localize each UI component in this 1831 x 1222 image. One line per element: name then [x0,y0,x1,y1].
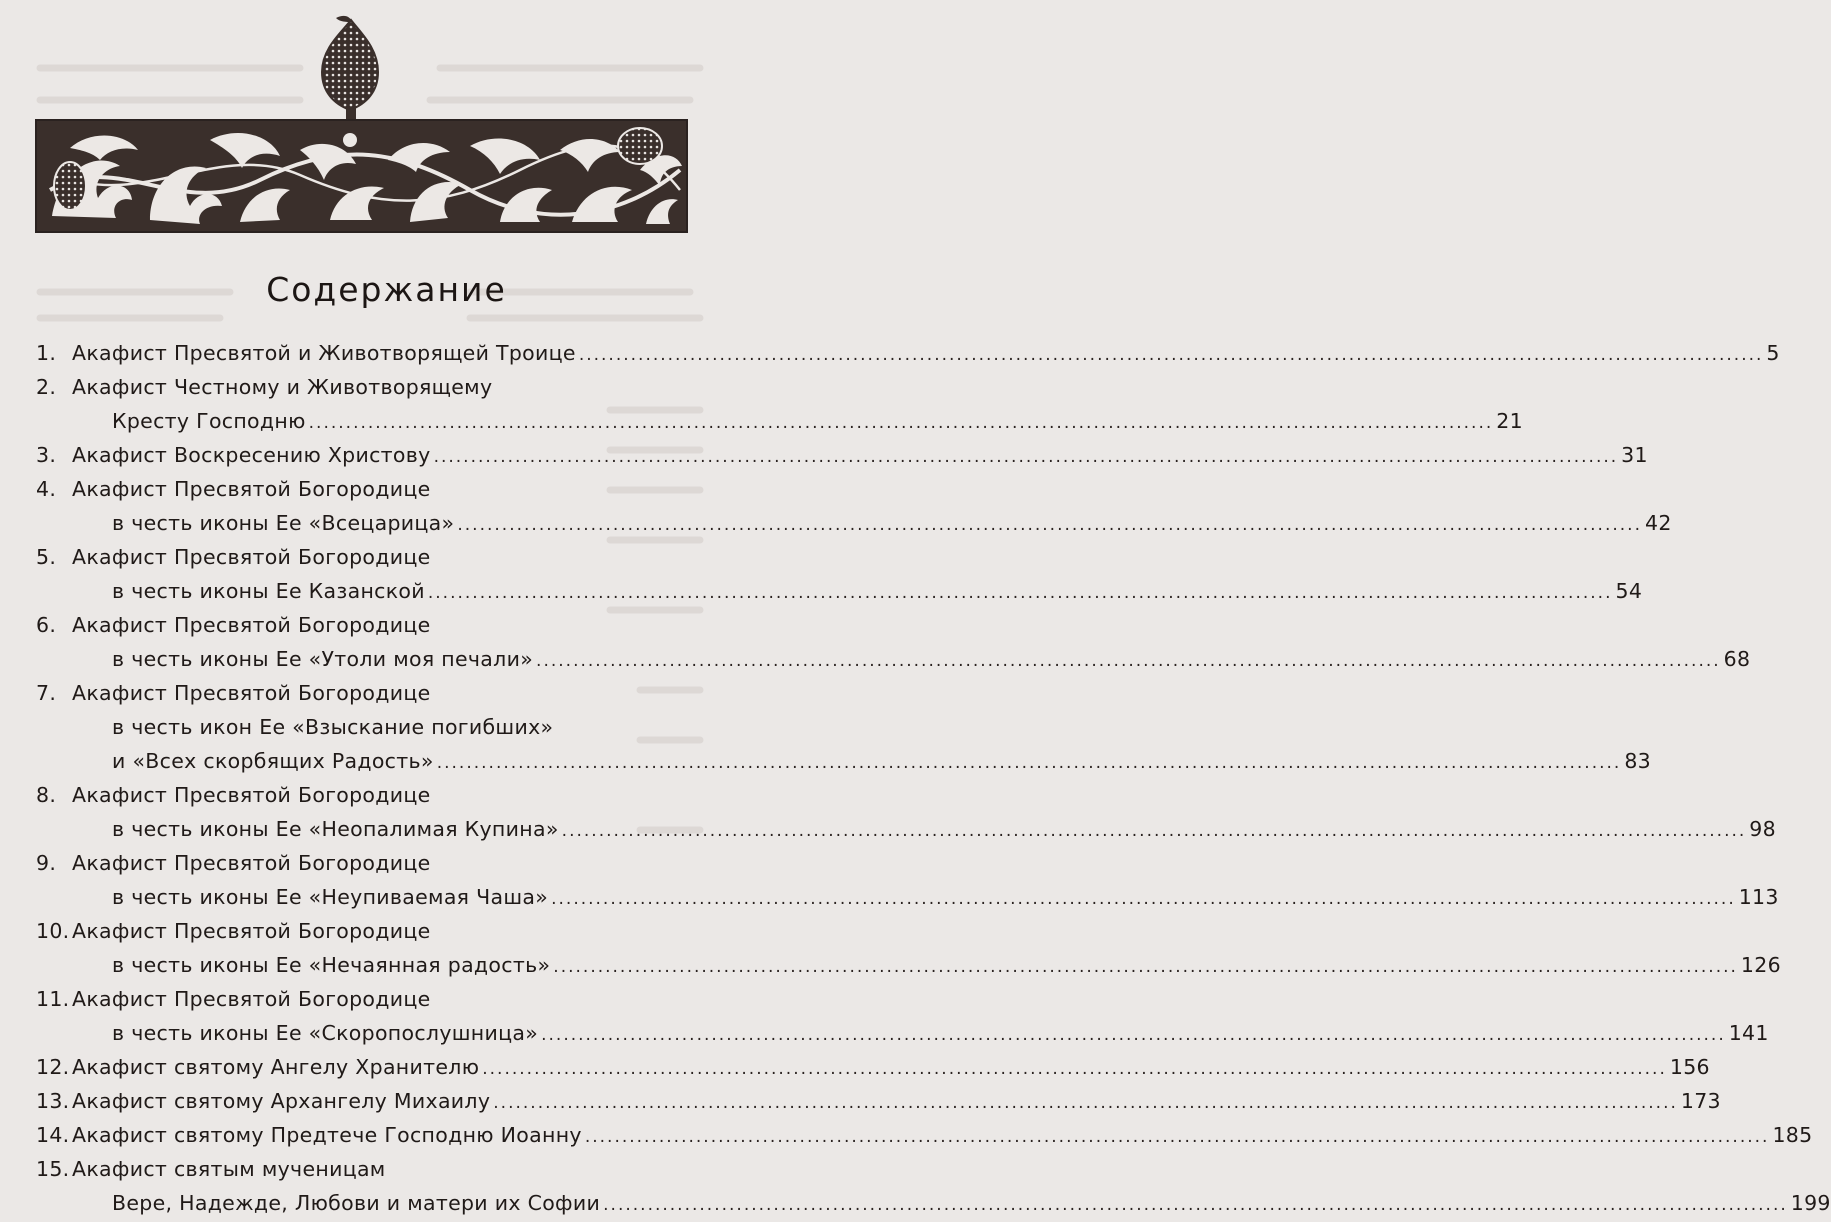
toc-entry-title: в честь иконы Ее «Неопалимая Купина» [112,817,559,841]
toc-page-number: 83 [1624,749,1652,773]
toc-entry-number: 5. [36,545,57,569]
toc-line [36,1016,1769,1050]
toc-entry[interactable] [72,1050,1710,1086]
toc-page-number: 141 [1728,1021,1769,1045]
toc-entry[interactable] [112,744,1652,780]
toc-page-number: 54 [1615,579,1643,603]
toc-line [36,506,1672,540]
toc-line [36,574,1643,608]
toc-entry-number: 3. [36,443,57,467]
toc-entry-title: в честь иконы Ее «Всецарица» [112,511,455,535]
dot-leader: ................................................................................................................................................................ [578,345,1764,365]
toc-entry[interactable] [112,404,1523,440]
dot-leader: ................................................................................................................................................................ [436,753,1622,773]
floral-headpiece-icon [0,0,773,250]
toc-entry-title: Акафист Пресвятой Богородице [72,613,431,637]
toc-entry-title: Акафист святому Предтече Господню Иоанну [72,1123,582,1147]
pinecone-finial-icon [322,16,378,122]
toc-line [36,948,1781,982]
toc-entry-title: в честь иконы Ее Казанской [112,579,425,603]
toc-entry-number: 10. [36,919,70,943]
toc-entry-title: Акафист Пресвятой Богородице [72,919,431,943]
toc-line [36,982,696,1016]
toc-line [36,1186,1831,1220]
toc-page-number: 31 [1621,443,1648,467]
toc-line [36,404,1523,438]
toc-entry-number: 4. [36,477,57,501]
toc-entry-number: 9. [36,851,57,875]
dot-leader: ................................................................................................................................................................ [584,1127,1770,1147]
toc-entry-number: 8. [36,783,57,807]
dot-leader: ................................................................................................................................................................ [561,821,1747,841]
toc-entry-number: 15. [36,1157,70,1181]
toc-entry-title: Акафист Пресвятой Богородице [72,477,431,501]
toc-page-number: 98 [1749,817,1776,841]
toc-entry-number: 7. [36,681,57,705]
toc-entry-title: в честь иконы Ее «Неупиваемая Чаша» [112,885,549,909]
toc-entry-title: Акафист Пресвятой Богородице [72,681,431,705]
toc-entry-number: 12. [36,1055,70,1079]
toc-entry-title: Акафист Честному и Животворящему [72,375,493,399]
toc-entry-number: 11. [36,987,70,1011]
toc-page-number: 126 [1740,953,1781,977]
toc-entry[interactable] [112,812,1776,848]
toc-page-number: 5 [1766,341,1780,365]
toc-entry[interactable] [72,336,1780,372]
toc-line [36,812,1776,846]
toc-page-number: 156 [1669,1055,1710,1079]
toc-page-number: 199 [1790,1191,1831,1215]
toc-entry-title: Акафист святым мученицам [72,1157,386,1181]
toc-entry-title: в честь икон Ее «Взыскание погибших» [112,715,554,739]
toc-entry-number: 2. [36,375,57,399]
toc-entry-title: Акафист святому Ангелу Хранителю [72,1055,480,1079]
toc-entry-number: 6. [36,613,57,637]
toc-entry-number: 13. [36,1089,70,1113]
toc-entry-title: Акафист Воскресению Христову [72,443,431,467]
table-of-contents [36,336,1831,1220]
toc-line [36,744,1652,778]
dot-leader: ................................................................................................................................................................ [433,447,1619,467]
dot-leader: ................................................................................................................................................................ [541,1025,1726,1045]
dot-leader: ................................................................................................................................................................ [603,1195,1788,1215]
dot-leader: ................................................................................................................................................................ [493,1093,1678,1113]
toc-line [36,880,1779,914]
toc-page-number: 113 [1738,885,1779,909]
toc-line [36,540,696,574]
toc-page-number: 185 [1772,1123,1813,1147]
toc-entry-title: Акафист Пресвятой Богородице [72,987,431,1011]
toc-entry[interactable] [112,642,1751,678]
toc-entry[interactable] [72,1084,1721,1120]
toc-entry-number: 1. [36,341,57,365]
toc-entry[interactable] [112,880,1779,916]
toc-entry-title: Акафист Пресвятой Богородице [72,545,431,569]
toc-line [36,778,696,812]
dot-leader: ................................................................................................................................................................ [457,515,1642,535]
toc-entry-title: в честь иконы Ее «Утоли моя печали» [112,647,534,671]
toc-line [36,608,696,642]
toc-entry-title: в честь иконы Ее «Нечаянная радость» [112,953,551,977]
toc-line [36,472,696,506]
toc-entry[interactable] [112,574,1643,610]
toc-line [36,914,696,948]
toc-line [36,1152,696,1186]
toc-line [36,710,696,744]
toc-line [36,642,1751,676]
toc-entry-title: Кресту Господню [112,409,306,433]
toc-page-number: 68 [1723,647,1751,671]
toc-page-number: 42 [1644,511,1672,535]
dot-leader: ................................................................................................................................................................ [308,413,1494,433]
toc-page-number: 173 [1680,1089,1721,1113]
toc-entry-title: в честь иконы Ее «Скоропослушница» [112,1021,539,1045]
dot-leader: ................................................................................................................................................................ [551,889,1736,909]
toc-entry[interactable] [72,438,1648,474]
page-title: Содержание [266,270,507,309]
toc-entry[interactable] [112,1016,1769,1052]
toc-entry[interactable] [112,506,1672,542]
toc-entry-title: Вере, Надежде, Любови и матери их Софии [112,1191,601,1215]
toc-entry-title: и «Всех скорбящих Радость» [112,749,434,773]
toc-page-number: 21 [1496,409,1523,433]
toc-line [36,1050,1710,1084]
toc-entry-title: Акафист святому Архангелу Михаилу [72,1089,491,1113]
toc-line [36,438,1648,472]
toc-line [36,1118,1813,1152]
toc-line [36,1084,1721,1118]
dot-leader: ................................................................................................................................................................ [553,957,1738,977]
toc-entry[interactable] [72,1118,1813,1154]
dot-leader: ................................................................................................................................................................ [427,583,1613,603]
dot-leader: ................................................................................................................................................................ [536,651,1721,671]
toc-entry[interactable] [112,1186,1831,1222]
toc-line [36,846,696,880]
dot-leader: ................................................................................................................................................................ [482,1059,1667,1079]
toc-entry-title: Акафист Пресвятой Богородице [72,851,431,875]
toc-entry-title: Акафист Пресвятой Богородице [72,783,431,807]
toc-line [36,370,696,404]
toc-entry-title: Акафист Пресвятой и Животворящей Троице [72,341,576,365]
toc-entry[interactable] [112,948,1781,984]
toc-line [36,676,696,710]
toc-entry-number: 14. [36,1123,70,1147]
toc-line [36,336,1780,370]
